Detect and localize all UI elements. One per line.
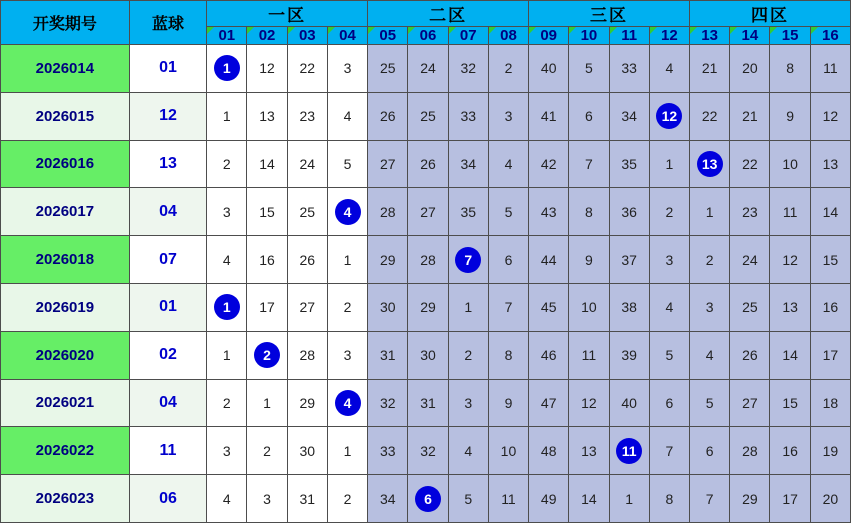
number-cell: 7 [690, 475, 730, 523]
number-cell: 34 [368, 475, 408, 523]
issue-number: 2026018 [1, 236, 130, 284]
number-cell: 46 [529, 331, 569, 379]
number-cell: 10 [488, 427, 528, 475]
header-zone-2: 二区 [368, 1, 529, 27]
number-cell: 10 [770, 140, 810, 188]
blue-ball-value: 04 [129, 188, 206, 236]
blue-ball-value: 04 [129, 379, 206, 427]
number-cell: 5 [448, 475, 488, 523]
blue-ball-value: 13 [129, 140, 206, 188]
number-cell: 15 [810, 236, 850, 284]
number-cell: 15 [247, 188, 287, 236]
number-cell: 22 [287, 45, 327, 93]
number-cell: 21 [690, 45, 730, 93]
number-cell: 26 [730, 331, 770, 379]
number-cell: 8 [488, 331, 528, 379]
number-cell: 25 [368, 45, 408, 93]
header-col-14: 14 [730, 27, 770, 45]
header-col-01: 01 [207, 27, 247, 45]
number-cell: 2 [207, 379, 247, 427]
header-col-11: 11 [609, 27, 649, 45]
header-col-05: 05 [368, 27, 408, 45]
number-cell: 8 [569, 188, 609, 236]
number-cell: 3 [488, 92, 528, 140]
number-cell: 40 [529, 45, 569, 93]
number-cell [690, 140, 730, 188]
number-cell: 26 [408, 140, 448, 188]
table-row [1, 427, 851, 475]
number-cell: 7 [488, 283, 528, 331]
header-col-07: 07 [448, 27, 488, 45]
number-cell [649, 92, 689, 140]
number-cell: 4 [488, 140, 528, 188]
number-cell: 28 [368, 188, 408, 236]
number-cell: 13 [770, 283, 810, 331]
header-col-06: 06 [408, 27, 448, 45]
number-cell: 2 [690, 236, 730, 284]
number-cell: 22 [690, 92, 730, 140]
number-cell: 28 [730, 427, 770, 475]
number-cell: 21 [730, 92, 770, 140]
number-cell: 29 [730, 475, 770, 523]
issue-number: 2026022 [1, 427, 130, 475]
number-cell: 4 [649, 45, 689, 93]
header-col-12: 12 [649, 27, 689, 45]
hit-ball: 12 [656, 103, 682, 129]
number-cell: 14 [247, 140, 287, 188]
hit-ball: 6 [415, 486, 441, 512]
header-col-15: 15 [770, 27, 810, 45]
table-body [1, 45, 851, 523]
hit-ball: 1 [214, 55, 240, 81]
number-cell: 4 [207, 236, 247, 284]
number-cell: 5 [327, 140, 367, 188]
number-cell: 3 [690, 283, 730, 331]
number-cell: 37 [609, 236, 649, 284]
issue-number: 2026016 [1, 140, 130, 188]
header-col-08: 08 [488, 27, 528, 45]
number-cell: 49 [529, 475, 569, 523]
number-cell: 9 [488, 379, 528, 427]
number-cell [327, 379, 367, 427]
number-cell: 5 [488, 188, 528, 236]
number-cell: 20 [730, 45, 770, 93]
number-cell: 22 [730, 140, 770, 188]
number-cell: 2 [327, 283, 367, 331]
number-cell: 1 [690, 188, 730, 236]
number-cell: 3 [448, 379, 488, 427]
number-cell: 1 [207, 331, 247, 379]
number-cell: 27 [730, 379, 770, 427]
number-cell: 34 [609, 92, 649, 140]
number-cell: 17 [247, 283, 287, 331]
issue-number: 2026020 [1, 331, 130, 379]
number-cell [327, 188, 367, 236]
number-cell: 24 [408, 45, 448, 93]
number-cell: 26 [287, 236, 327, 284]
blue-ball-value: 11 [129, 427, 206, 475]
number-cell: 2 [448, 331, 488, 379]
hit-ball: 2 [254, 342, 280, 368]
header-col-13: 13 [690, 27, 730, 45]
header-zone-4: 四区 [690, 1, 851, 27]
header-col-03: 03 [287, 27, 327, 45]
hit-ball: 7 [455, 247, 481, 273]
number-cell: 29 [368, 236, 408, 284]
number-cell: 1 [327, 236, 367, 284]
number-cell: 14 [810, 188, 850, 236]
table-row [1, 283, 851, 331]
number-cell: 34 [448, 140, 488, 188]
number-cell: 2 [327, 475, 367, 523]
number-cell: 8 [649, 475, 689, 523]
blue-ball-value: 01 [129, 283, 206, 331]
number-cell [408, 475, 448, 523]
number-cell: 11 [569, 331, 609, 379]
number-cell: 27 [287, 283, 327, 331]
number-cell: 12 [770, 236, 810, 284]
number-cell: 43 [529, 188, 569, 236]
number-cell: 33 [609, 45, 649, 93]
number-cell: 39 [609, 331, 649, 379]
number-cell: 29 [408, 283, 448, 331]
number-cell: 42 [529, 140, 569, 188]
issue-number: 2026023 [1, 475, 130, 523]
table-row [1, 475, 851, 523]
number-cell: 30 [408, 331, 448, 379]
number-cell: 5 [649, 331, 689, 379]
table-row [1, 379, 851, 427]
number-cell: 3 [247, 475, 287, 523]
hit-ball: 4 [335, 390, 361, 416]
number-cell: 2 [649, 188, 689, 236]
number-cell: 1 [649, 140, 689, 188]
header-col-09: 09 [529, 27, 569, 45]
issue-number: 2026015 [1, 92, 130, 140]
number-cell: 35 [448, 188, 488, 236]
number-cell: 18 [810, 379, 850, 427]
header-row-zones [1, 1, 851, 27]
table-row [1, 331, 851, 379]
number-cell: 2 [247, 427, 287, 475]
number-cell: 38 [609, 283, 649, 331]
issue-number: 2026017 [1, 188, 130, 236]
number-cell: 36 [609, 188, 649, 236]
number-cell: 2 [488, 45, 528, 93]
number-cell: 6 [649, 379, 689, 427]
header-blue-ball: 蓝球 [129, 1, 206, 45]
table-row [1, 45, 851, 93]
number-cell: 5 [690, 379, 730, 427]
number-cell: 12 [569, 379, 609, 427]
number-cell: 32 [408, 427, 448, 475]
number-cell: 40 [609, 379, 649, 427]
issue-number: 2026019 [1, 283, 130, 331]
number-cell: 4 [448, 427, 488, 475]
number-cell: 25 [287, 188, 327, 236]
number-cell: 32 [368, 379, 408, 427]
header-zone-1: 一区 [207, 1, 368, 27]
number-cell: 17 [810, 331, 850, 379]
issue-number: 2026021 [1, 379, 130, 427]
number-cell: 31 [368, 331, 408, 379]
number-cell: 29 [287, 379, 327, 427]
number-cell: 23 [730, 188, 770, 236]
number-cell: 3 [327, 45, 367, 93]
number-cell: 26 [368, 92, 408, 140]
number-cell: 45 [529, 283, 569, 331]
header-zone-3: 三区 [529, 1, 690, 27]
number-cell: 41 [529, 92, 569, 140]
number-cell: 16 [770, 427, 810, 475]
header-col-10: 10 [569, 27, 609, 45]
number-cell: 11 [770, 188, 810, 236]
number-cell: 31 [408, 379, 448, 427]
table-row [1, 92, 851, 140]
number-cell: 6 [569, 92, 609, 140]
blue-ball-value: 02 [129, 331, 206, 379]
number-cell: 1 [448, 283, 488, 331]
number-cell: 7 [649, 427, 689, 475]
number-cell: 5 [569, 45, 609, 93]
number-cell: 14 [770, 331, 810, 379]
number-cell: 4 [649, 283, 689, 331]
number-cell: 9 [569, 236, 609, 284]
table-row [1, 140, 851, 188]
number-cell [207, 45, 247, 93]
number-cell: 31 [287, 475, 327, 523]
number-cell: 44 [529, 236, 569, 284]
number-cell: 28 [287, 331, 327, 379]
number-cell: 24 [730, 236, 770, 284]
number-cell: 48 [529, 427, 569, 475]
table-row [1, 236, 851, 284]
issue-number: 2026014 [1, 45, 130, 93]
number-cell: 47 [529, 379, 569, 427]
number-cell: 19 [810, 427, 850, 475]
number-cell: 16 [810, 283, 850, 331]
number-cell: 30 [287, 427, 327, 475]
number-cell: 30 [368, 283, 408, 331]
number-cell: 12 [810, 92, 850, 140]
number-cell: 11 [810, 45, 850, 93]
hit-ball: 1 [214, 294, 240, 320]
number-cell: 33 [368, 427, 408, 475]
number-cell: 33 [448, 92, 488, 140]
number-cell: 2 [207, 140, 247, 188]
number-cell: 35 [609, 140, 649, 188]
blue-ball-value: 01 [129, 45, 206, 93]
number-cell: 25 [408, 92, 448, 140]
number-cell: 13 [247, 92, 287, 140]
number-cell: 3 [207, 427, 247, 475]
number-cell: 24 [287, 140, 327, 188]
number-cell: 3 [327, 331, 367, 379]
number-cell: 17 [770, 475, 810, 523]
header-col-16: 16 [810, 27, 850, 45]
header-col-02: 02 [247, 27, 287, 45]
number-cell: 4 [207, 475, 247, 523]
blue-ball-value: 12 [129, 92, 206, 140]
table-row [1, 188, 851, 236]
header-issue: 开奖期号 [1, 1, 130, 45]
number-cell: 9 [770, 92, 810, 140]
number-cell: 6 [690, 427, 730, 475]
number-cell: 4 [690, 331, 730, 379]
number-cell: 16 [247, 236, 287, 284]
header-col-04: 04 [327, 27, 367, 45]
hit-ball: 4 [335, 199, 361, 225]
number-cell: 10 [569, 283, 609, 331]
number-cell: 1 [207, 92, 247, 140]
number-cell: 1 [609, 475, 649, 523]
number-cell [609, 427, 649, 475]
number-cell: 1 [247, 379, 287, 427]
number-cell: 25 [730, 283, 770, 331]
number-cell [448, 236, 488, 284]
hit-ball: 13 [697, 151, 723, 177]
number-cell: 11 [488, 475, 528, 523]
blue-ball-value: 06 [129, 475, 206, 523]
hit-ball: 11 [616, 438, 642, 464]
number-cell: 15 [770, 379, 810, 427]
number-cell [207, 283, 247, 331]
number-cell: 23 [287, 92, 327, 140]
number-cell: 28 [408, 236, 448, 284]
number-cell: 6 [488, 236, 528, 284]
number-cell: 20 [810, 475, 850, 523]
number-cell: 32 [448, 45, 488, 93]
number-cell: 27 [408, 188, 448, 236]
number-cell: 4 [327, 92, 367, 140]
number-cell: 27 [368, 140, 408, 188]
number-cell: 3 [649, 236, 689, 284]
number-cell [247, 331, 287, 379]
table-header [1, 1, 851, 45]
number-cell: 1 [327, 427, 367, 475]
number-cell: 14 [569, 475, 609, 523]
blue-ball-value: 07 [129, 236, 206, 284]
number-cell: 3 [207, 188, 247, 236]
number-cell: 8 [770, 45, 810, 93]
number-cell: 13 [810, 140, 850, 188]
number-cell: 7 [569, 140, 609, 188]
number-cell: 13 [569, 427, 609, 475]
number-cell: 12 [247, 45, 287, 93]
